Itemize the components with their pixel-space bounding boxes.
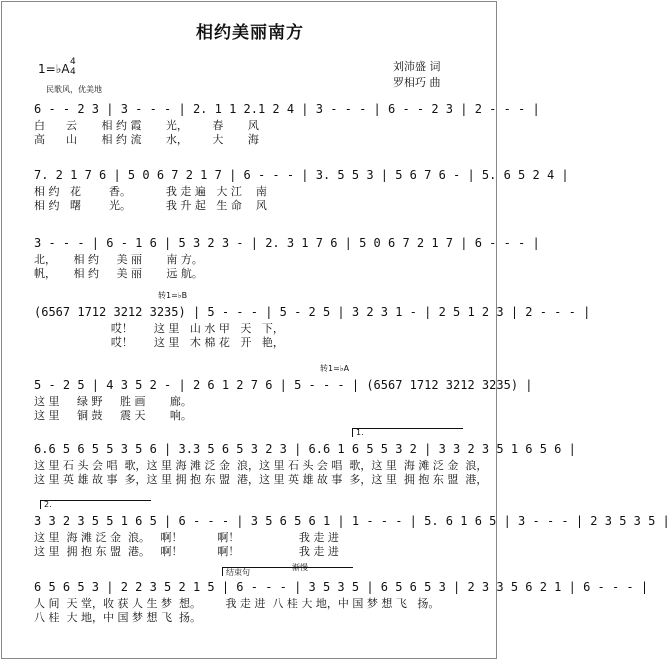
lyrics-verse-2: 八 桂 大 地，中 国 梦 想 飞 扬。	[34, 611, 201, 624]
lyrics-verse-2: 相 约 曙 光。 我 升 起 生 命 风	[34, 199, 267, 212]
lyrics-verse-1: 白 云 相 约 霞 光， 春 风	[34, 119, 259, 132]
lyrics-verse-1: 北， 相 约 美 丽 南 方。	[34, 253, 203, 266]
lyrics-verse-1: 人 间 天 堂，收 获 人 生 梦 想。 我 走 进 八 桂 大 地，中 国 梦 想 飞 扬。	[34, 597, 440, 610]
lyrics-verse-2: 这 里 拥 抱 东 盟 港。 啊！ 啊！ 我 走 进	[34, 545, 339, 558]
notation-line: 6 - - 2 3 | 3 - - - | 2. 1 1 2.1 2 4 | 3 - - - | 6 - - 2 3 | 2 - - - |	[34, 102, 540, 116]
ending-phrase-label: 结束句	[226, 568, 250, 577]
lyrics-verse-1: 哎！ 这 里 山 水 甲 天 下，	[34, 322, 284, 335]
lyricist-credit: 刘沛盛 词	[393, 60, 441, 73]
lyrics-verse-2: 哎！ 这 里 木 棉 花 开 艳，	[34, 336, 284, 349]
second-ending-bracket	[40, 500, 151, 509]
lyrics-verse-2: 帆， 相 约 美 丽 远 航。	[34, 267, 203, 280]
notation-line: 3 - - - | 6 - 1 6 | 5 3 2 3 - | 2. 3 1 7 6 | 5 0 6 7 2 1 7 | 6 - - - |	[34, 236, 540, 250]
lyrics-verse-2: 这 里 英 雄 故 事 多，这 里 拥 抱 东 盟 港，这 里 英 雄 故 事 多，这 里 拥 抱 东 盟 港，	[34, 473, 488, 486]
ritardando-mark: 渐慢	[292, 563, 308, 572]
lyrics-verse-1: 这 里 绿 野 胜 画 廊。	[34, 395, 192, 408]
notation-line: 6.6 5 6 5 5 3 5 6 | 3.3 5 6 5 3 2 3 | 6.6 1 6 5 5 3 2 | 3 3 2 3 5 1 6 5 6 |	[34, 442, 576, 456]
notation-line: 5 - 2 5 | 4 3 5 2 - | 2 6 1 2 7 6 | 5 - - - | (6567 1712 3212 3235) |	[34, 378, 533, 392]
key-signature: 1=♭A	[38, 62, 70, 76]
first-ending-bracket	[352, 428, 463, 437]
time-signature-bottom: 4	[70, 67, 76, 77]
key-change-marker: 转1=♭B	[158, 291, 188, 300]
key-change-marker: 转1=♭A	[320, 364, 350, 373]
lyrics-verse-1: 这 里 石 头 会 唱 歌，这 里 海 滩 泛 金 浪，这 里 石 头 会 唱 歌，这 里 海 滩 泛 金 浪，	[34, 459, 488, 472]
first-ending-label: 1.	[356, 428, 364, 437]
time-signature-top: 4	[70, 57, 76, 67]
composer-credit: 罗相巧 曲	[393, 76, 441, 89]
song-title: 相约美丽南方	[196, 23, 304, 43]
lyrics-verse-2: 这 里 铜 鼓 震 天 响。	[34, 409, 192, 422]
notation-line: (6567 1712 3212 3235) | 5 - - - | 5 - 2 5 | 3 2 3 1 - | 2 5 1 2 3 | 2 - - - |	[34, 305, 591, 319]
lyrics-verse-2: 高 山 相 约 流 水， 大 海	[34, 133, 259, 146]
lyrics-verse-1: 这 里 海 滩 泛 金 浪。 啊！ 啊！ 我 走 进	[34, 531, 339, 544]
lyrics-verse-1: 相 约 花 香。 我 走 遍 大 江 南	[34, 185, 267, 198]
second-ending-label: 2.	[44, 500, 52, 509]
time-signature	[70, 57, 76, 77]
notation-line: 7. 2 1 7 6 | 5 0 6 7 2 1 7 | 6 - - - | 3. 5 5 3 | 5 6 7 6 - | 5. 6 5 2 4 |	[34, 168, 569, 182]
notation-line: 6 5 6 5 3 | 2 2 3 5 2 1 5 | 6 - - - | 3 5 3 5 | 6 5 6 5 3 | 2 3 3 5 6 2 1 | 6 - - - |	[34, 580, 649, 594]
expression-mark: 民歌风，优美地	[46, 85, 102, 94]
notation-line: 3 3 2 3 5 5 1 6 5 | 6 - - - | 3 5 6 5 6 1 | 1 - - - | 5. 6 1 6 5 | 3 - - - | 2 3 5 3 5 |	[34, 514, 670, 528]
